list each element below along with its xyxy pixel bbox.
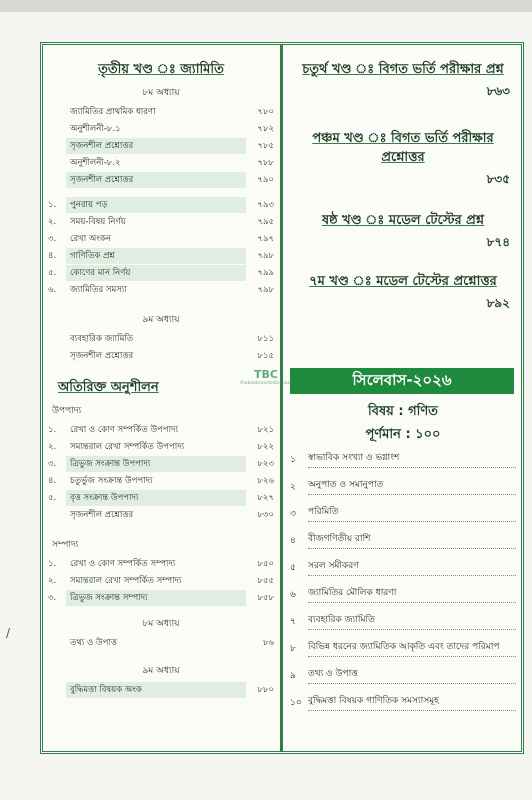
toc-label: ব্যবহারিক জ্যামিতি bbox=[70, 333, 134, 344]
toc-label: গাণিতিক প্রশ্ন bbox=[66, 248, 246, 264]
toc-row bbox=[48, 681, 274, 698]
syllabus-item bbox=[290, 695, 516, 722]
toc-page-number: ৮২৩ bbox=[257, 458, 274, 469]
toc-page-number: ৮৬ bbox=[262, 637, 274, 648]
syllabus-list bbox=[290, 452, 516, 722]
toc-row bbox=[48, 472, 274, 489]
toc-group-4 bbox=[48, 421, 274, 523]
toc-number: ১. bbox=[48, 558, 57, 569]
column-divider bbox=[280, 44, 283, 752]
syllabus-item-text: জ্যামিতির মৌলিক ধারণা bbox=[308, 587, 516, 603]
right-column bbox=[290, 60, 516, 315]
syllabus-subject: বিষয় : গণিত bbox=[368, 404, 438, 419]
chapter-heading: ৯ম অধ্যায় bbox=[142, 666, 180, 676]
toc-page-number: ৭৮০ bbox=[257, 106, 274, 117]
syllabus-item bbox=[290, 506, 516, 533]
syllabus-item-number: ৮ bbox=[290, 644, 296, 654]
toc-number: ৬. bbox=[48, 284, 57, 295]
syllabus-item-text: সরল সমীকরণ bbox=[308, 560, 516, 576]
toc-group-2 bbox=[48, 196, 274, 298]
syllabus-item-number: ১০ bbox=[290, 698, 302, 708]
toc-number: ৫. bbox=[48, 267, 57, 278]
toc-row bbox=[48, 438, 274, 455]
toc-number: ৩. bbox=[48, 592, 57, 603]
part5-title: পঞ্চম খণ্ড ঃ বিগত ভর্তি পরীক্ষার প্রশ্নোত্তর bbox=[312, 131, 494, 165]
toc-row bbox=[48, 154, 274, 171]
toc-page-number: ৭৯৮ bbox=[257, 250, 274, 261]
toc-label: সময়-বিষয় নির্ণয় bbox=[70, 216, 126, 227]
syllabus-item bbox=[290, 641, 516, 668]
theorem-heading: উপপাদ্য bbox=[52, 406, 82, 416]
part7-title: ৭ম খণ্ড ঃ মডেল টেস্টের প্রশ্নোত্তর bbox=[309, 274, 497, 289]
toc-row bbox=[48, 213, 274, 230]
scan-edge bbox=[0, 0, 532, 12]
syllabus-item bbox=[290, 560, 516, 587]
toc-group-7 bbox=[48, 681, 274, 698]
toc-label: সমান্তরাল রেখা সম্পর্কিত সম্পাদ্য bbox=[70, 575, 182, 586]
syllabus-item-number: ২ bbox=[290, 482, 296, 492]
syllabus-item-text: বুদ্ধিমত্তা বিষয়ক গাণিতিক সমস্যাসমূহ bbox=[308, 695, 516, 711]
toc-group-3 bbox=[48, 330, 274, 364]
toc-label: সৃজনশীল প্রশ্নোত্তর bbox=[66, 138, 246, 154]
toc-label: সৃজনশীল প্রশ্নোত্তর bbox=[70, 509, 134, 520]
syllabus-item-number: ৬ bbox=[290, 590, 296, 600]
toc-label: রেখা ও কোণ সম্পর্কিত উপপাদ্য bbox=[70, 424, 179, 435]
toc-label: পুনরায় পড় bbox=[66, 197, 246, 213]
syllabus-item bbox=[290, 614, 516, 641]
toc-label: কোণের মান নির্ণয় bbox=[66, 265, 246, 281]
toc-row bbox=[48, 455, 274, 472]
toc-group-1 bbox=[48, 103, 274, 188]
toc-label: অনুশীলনী-৮.২ bbox=[70, 157, 121, 168]
toc-page-number: ৮৫০ bbox=[257, 558, 274, 569]
syllabus-item bbox=[290, 452, 516, 479]
toc-label: অনুশীলনী-৮.১ bbox=[70, 123, 121, 134]
syllabus-item-text: ব্যবহারিক জ্যামিতি bbox=[308, 614, 516, 630]
syllabus-banner: সিলেবাস-২০২৬ bbox=[290, 368, 514, 394]
toc-number: ১. bbox=[48, 199, 57, 210]
toc-label: সমান্তরাল রেখা সম্পর্কিত উপপাদ্য bbox=[70, 441, 185, 452]
part6-page: ৮৭৪ bbox=[486, 235, 510, 249]
toc-page-number: ৮১৫ bbox=[257, 350, 274, 361]
toc-page-number: ৮২২ bbox=[257, 441, 274, 452]
toc-number: ৫. bbox=[48, 492, 57, 503]
toc-row bbox=[48, 120, 274, 137]
part3-title: তৃতীয় খণ্ড ঃ জ্যামিতি bbox=[98, 62, 224, 77]
toc-row bbox=[48, 196, 274, 213]
toc-label: সৃজনশীল প্রশ্নোত্তর bbox=[70, 350, 134, 361]
toc-label: বুদ্ধিমত্তা বিষয়ক অংক bbox=[66, 682, 246, 698]
toc-page-number: ৮৩০ bbox=[257, 509, 274, 520]
syllabus-item-text: স্বাভাবিক সংখ্যা ও ভগ্নাংশ bbox=[308, 452, 516, 468]
toc-page-number: ৮২৭ bbox=[257, 492, 274, 503]
syllabus-item-number: ৫ bbox=[290, 563, 296, 573]
toc-page-number: ৭৯০ bbox=[257, 174, 274, 185]
part4-page: ৮৬৩ bbox=[486, 84, 510, 98]
toc-number: ৪. bbox=[48, 475, 57, 486]
toc-label: রেখা অংকন bbox=[70, 233, 111, 244]
toc-row bbox=[48, 421, 274, 438]
toc-page-number: ৭৯৫ bbox=[257, 216, 274, 227]
toc-label: ত্রিভুজ সংক্রান্ত সম্পাদ্য bbox=[66, 590, 246, 606]
toc-page-number: ৭৮৮ bbox=[257, 157, 274, 168]
syllabus-item-number: ১ bbox=[290, 455, 296, 465]
watermark-brand: TBC bbox=[254, 368, 278, 381]
toc-group-5 bbox=[48, 555, 274, 606]
toc-page-number: ৮৫৮ bbox=[257, 592, 274, 603]
toc-group-6 bbox=[48, 634, 274, 651]
syllabus-item bbox=[290, 587, 516, 614]
chapter-heading: ৮ম অধ্যায় bbox=[142, 88, 180, 98]
toc-row bbox=[48, 264, 274, 281]
part5-page: ৮৩৫ bbox=[486, 172, 510, 186]
toc-row bbox=[48, 489, 274, 506]
toc-page-number: ৭৯৮ bbox=[257, 284, 274, 295]
toc-row bbox=[48, 589, 274, 606]
toc-page-number: ৭৯৩ bbox=[257, 199, 274, 210]
syllabus-item-number: ৭ bbox=[290, 617, 296, 627]
toc-label: তথ্য ও উপাত্ত bbox=[70, 637, 117, 648]
toc-number: ২. bbox=[48, 216, 57, 227]
construction-heading: সম্পাদ্য bbox=[52, 540, 79, 550]
toc-page-number: ৭৮২ bbox=[257, 123, 274, 134]
toc-row bbox=[48, 506, 274, 523]
toc-row bbox=[48, 330, 274, 347]
part6-title: ষষ্ঠ খণ্ড ঃ মডেল টেস্টের প্রশ্ন bbox=[321, 213, 485, 228]
toc-row bbox=[48, 230, 274, 247]
syllabus-item-text: তথ্য ও উপাত্ত bbox=[308, 668, 516, 684]
toc-page-number: ৮২১ bbox=[257, 424, 274, 435]
toc-row bbox=[48, 137, 274, 154]
chapter-heading: ৯ম অধ্যায় bbox=[142, 315, 180, 325]
toc-page-number: ৭৯৯ bbox=[257, 267, 274, 278]
toc-label: বৃত্ত সংক্রান্ত উপপাদ্য bbox=[66, 490, 246, 506]
syllabus-item bbox=[290, 479, 516, 506]
syllabus-item-number: ৪ bbox=[290, 536, 296, 546]
toc-page-number: ৮৫৫ bbox=[257, 575, 274, 586]
syllabus-item bbox=[290, 533, 516, 560]
toc-page-number: ৭৯৭ bbox=[257, 233, 274, 244]
toc-label: চতুর্ভুজ সংক্রান্ত উপপাদ্য bbox=[70, 475, 153, 486]
chapter-heading: ৮ম অধ্যায় bbox=[142, 619, 180, 629]
toc-number: ২. bbox=[48, 575, 57, 586]
toc-row bbox=[48, 281, 274, 298]
toc-label: জ্যামিতির প্রাথমিক ধারণা bbox=[70, 106, 156, 117]
part7-page: ৮৯২ bbox=[486, 296, 510, 310]
toc-label: সৃজনশীল প্রশ্নোত্তর bbox=[66, 172, 246, 188]
syllabus-item-text: বিভিন্ন ধরনের জ্যামিতিক আকৃতি এবং তাদের পরিমাপ bbox=[308, 641, 516, 657]
syllabus-item-number: ৩ bbox=[290, 509, 296, 519]
syllabus-item-text: অনুপাত ও সমানুপাত bbox=[308, 479, 516, 495]
syllabus-item bbox=[290, 668, 516, 695]
toc-label: জ্যামিতির সমস্যা bbox=[70, 284, 127, 295]
syllabus-item-text: পরিমিতি bbox=[308, 506, 516, 522]
toc-number: ৩. bbox=[48, 458, 57, 469]
syllabus-full-marks: পূর্ণমান : ১০০ bbox=[365, 427, 441, 442]
toc-page-number: ৮১১ bbox=[257, 333, 274, 344]
syllabus-item-text: বীজগণিতীয় রাশি bbox=[308, 533, 516, 549]
toc-row bbox=[48, 247, 274, 264]
toc-row bbox=[48, 555, 274, 572]
watermark-logo bbox=[236, 368, 296, 386]
toc-number: ৩. bbox=[48, 233, 57, 244]
toc-row bbox=[48, 634, 274, 651]
toc-label: ত্রিভুজ সংক্রান্ত উপপাদ্য bbox=[66, 456, 246, 472]
toc-row bbox=[48, 347, 274, 364]
toc-number: ২. bbox=[48, 441, 57, 452]
toc-row bbox=[48, 103, 274, 120]
stray-mark: / bbox=[6, 626, 11, 640]
toc-row bbox=[48, 572, 274, 589]
extra-practice-title: অতিরিক্ত অনুশীলন bbox=[58, 380, 159, 395]
toc-number: ১. bbox=[48, 424, 57, 435]
toc-label: রেখা ও কোণ সম্পর্কিত সম্পাদ্য bbox=[70, 558, 176, 569]
syllabus-item-number: ৯ bbox=[290, 671, 296, 681]
part4-title: চতুর্থ খণ্ড ঃ বিগত ভর্তি পরীক্ষার প্রশ্ন bbox=[302, 62, 504, 77]
toc-page-number: ৮২৬ bbox=[257, 475, 274, 486]
toc-number: ৪. bbox=[48, 250, 57, 261]
toc-row bbox=[48, 171, 274, 188]
toc-page-number: ৭৮৫ bbox=[257, 140, 274, 151]
toc-page-number: ৮৮০ bbox=[257, 684, 274, 695]
watermark-url: thebookscentrebd.com bbox=[240, 381, 292, 386]
